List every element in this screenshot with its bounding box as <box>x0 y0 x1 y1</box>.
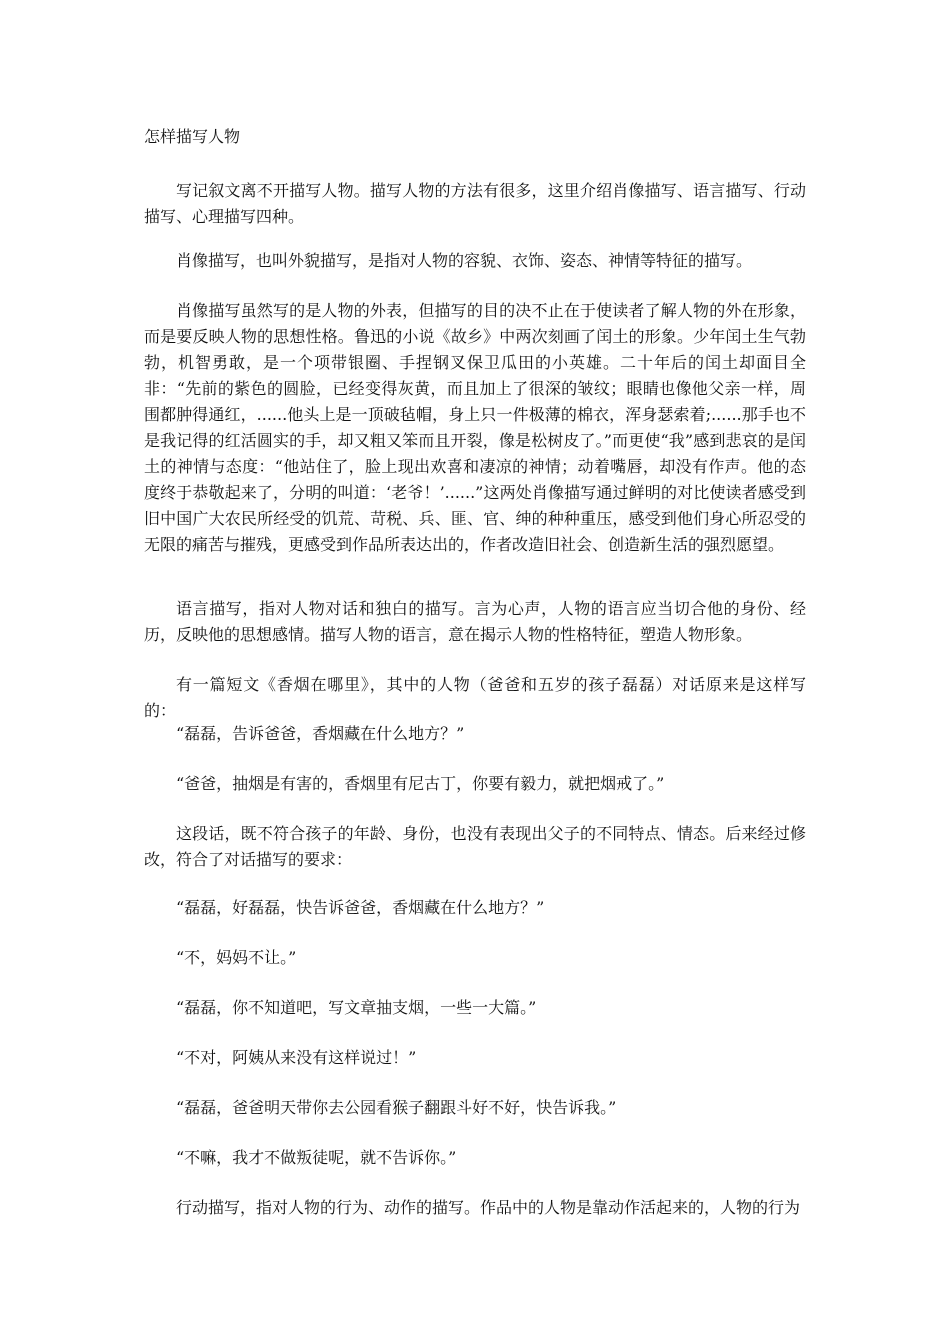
dialogue-line: “磊磊，好磊磊，快告诉爸爸，香烟藏在什么地方？” <box>176 898 545 917</box>
dialogue-line: “磊磊，告诉爸爸，香烟藏在什么地方？” <box>176 724 465 743</box>
paragraph-revision-note: 这段话，既不符合孩子的年龄、身份，也没有表现出父子的不同特点、情态。后来经过修改，符合了对话描写的要求： <box>144 824 806 869</box>
paragraph-portrait-definition: 肖像描写，也叫外貌描写，是指对人物的容貌、衣饰、姿态、神情等特征的描写。 <box>176 251 753 270</box>
paragraph-intro: 写记叙文离不开描写人物。描写人物的方法有很多，这里介绍肖像描写、语言描写、行动描写、心理描写四种。 <box>144 181 806 226</box>
dialogue-line: “磊磊，爸爸明天带你去公园看猴子翻跟斗好不好，快告诉我。” <box>176 1098 617 1117</box>
paragraph-language-definition: 语言描写，指对人物对话和独白的描写。言为心声，人物的语言应当切合他的身份、经历，反映他的思想感情。描写人物的语言，意在揭示人物的性格特征，塑造人物形象。 <box>144 599 806 644</box>
paragraph-short-story-intro: 有一篇短文《香烟在哪里》，其中的人物（爸爸和五岁的孩子磊磊）对话原来是这样写的： <box>144 675 806 720</box>
dialogue-line: “不对，阿姨从来没有这样说过！” <box>176 1048 417 1067</box>
paragraph-portrait-example: 肖像描写虽然写的是人物的外表，但描写的目的决不止在于使读者了解人物的外在形象，而是要反映人物的思想性格。鲁迅的小说《故乡》中两次刻画了闰土的形象。少年闰土生气勃勃，机智勇敢，是一个项带银圈、手捏钢叉保卫瓜田的小英雄。二十年后的闰土却面目全非：“先前的紫色的圆脸，已经变得灰黄，而且加上了很深的皱纹；眼睛也像他父亲一样，周围都肿得通红，......他头上是一顶破毡帽，身上只一件极薄的棉衣，浑身瑟索着;......那手也不是我记得的红活圆实的手，却又粗又笨而且开裂，像是松树皮了。”而更使“我”感到悲哀的是闰土的神情与态度：“他站住了，脸上现出欢喜和凄凉的神情；动着嘴唇，却没有作声。他的态度终于恭敬起来了，分明的叫道：‘老爷！’......”这两处肖像描写通过鲜明的对比使读者感受到旧中国广大农民所经受的饥荒、苛税、兵、匪、官、绅的种种重压，感受到他们身心所忍受的无限的痛苦与摧残，更感受到作品所表达出的，作者改造旧社会、创造新生活的强烈愿望。 <box>144 301 806 554</box>
dialogue-line: “不，妈妈不让。” <box>176 948 297 967</box>
dialogue-line: “磊磊，你不知道吧，写文章抽支烟，一些一大篇。” <box>176 998 537 1017</box>
paragraph-action-definition: 行动描写，指对人物的行为、动作的描写。作品中的人物是靠动作活起来的，人物的行为 <box>176 1198 801 1217</box>
dialogue-line: “不嘛，我才不做叛徒呢，就不告诉你。” <box>176 1148 457 1167</box>
dialogue-line: “爸爸，抽烟是有害的，香烟里有尼古丁，你要有毅力，就把烟戒了。” <box>176 774 665 793</box>
document-title: 怎样描写人物 <box>144 127 241 146</box>
